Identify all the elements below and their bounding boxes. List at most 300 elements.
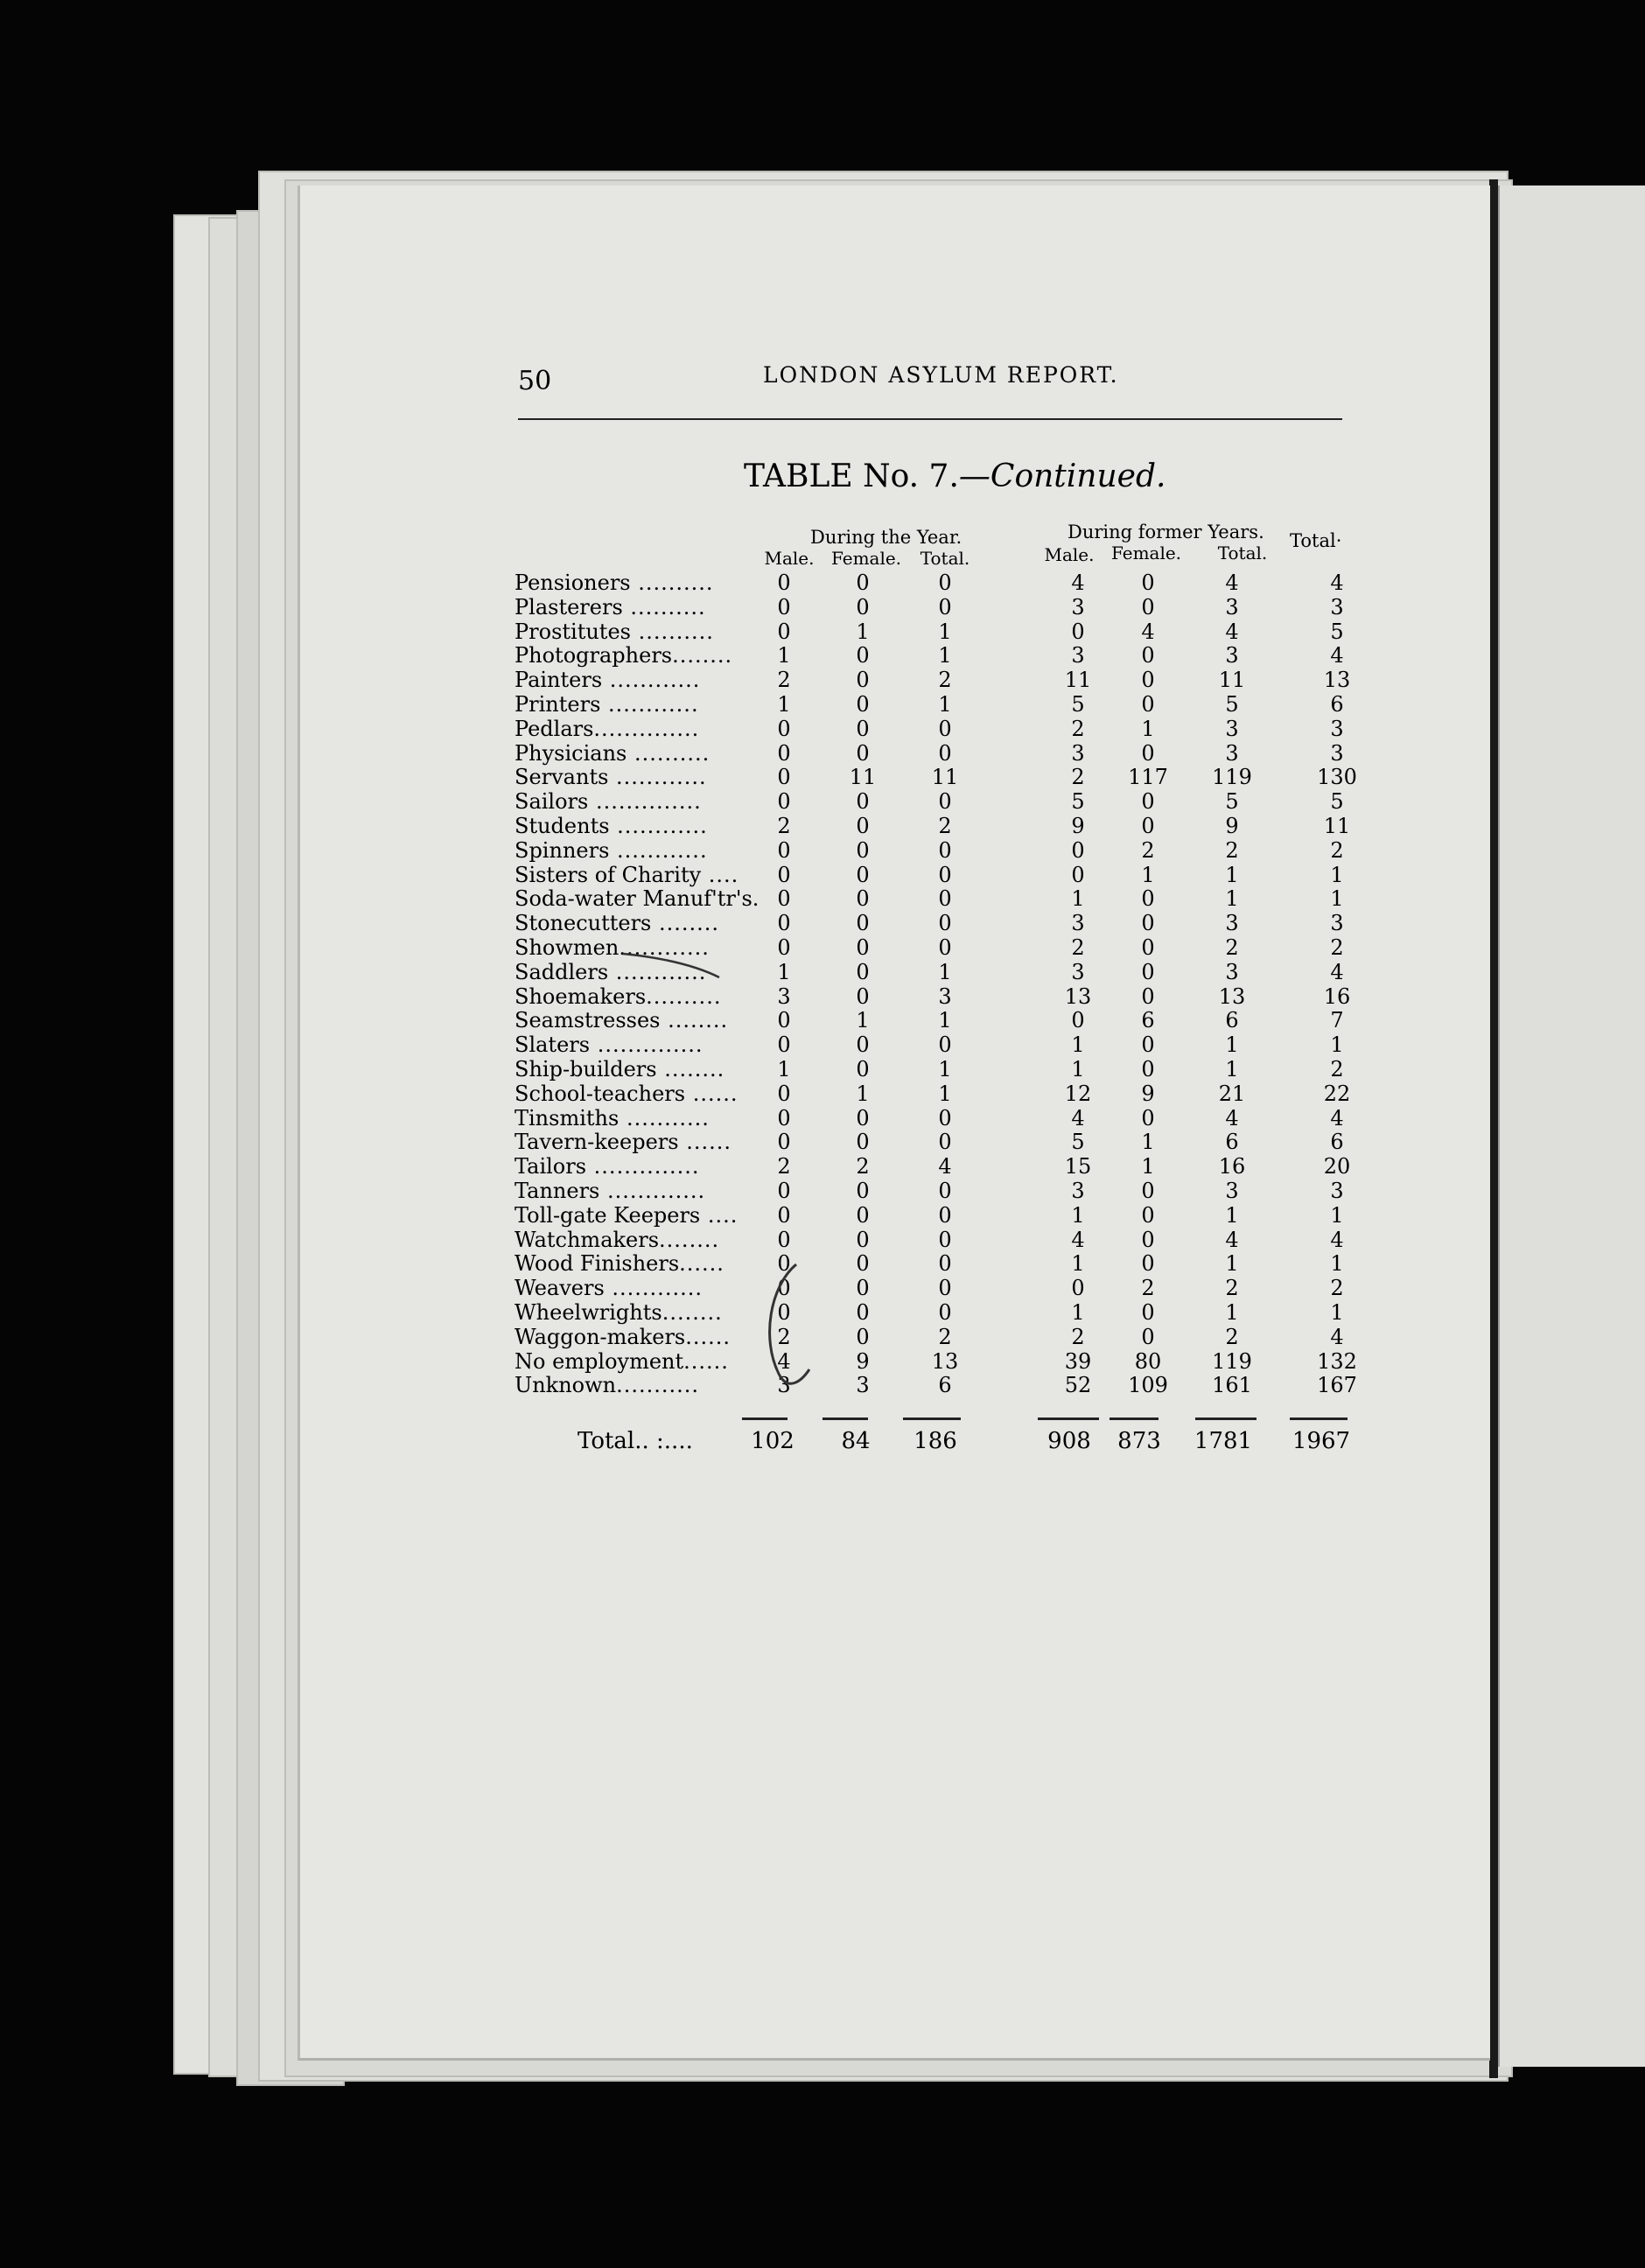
- occupation-name: Physicians: [514, 740, 627, 766]
- occupation-name: Slaters: [514, 1032, 591, 1058]
- occupation-label: [514, 668, 700, 692]
- cell-former-male: 5: [1071, 1130, 1085, 1155]
- page-number: 50: [518, 366, 552, 396]
- occupation-label: [514, 1228, 719, 1252]
- cell-female: 0: [856, 1324, 870, 1349]
- cell-grand-total: 3: [1330, 1179, 1344, 1203]
- cell-male: 0: [777, 1300, 791, 1325]
- occupation-name: Tinsmiths: [514, 1105, 620, 1130]
- occupation-name: Photographers: [514, 643, 673, 668]
- cell-male: 0: [777, 935, 791, 960]
- cell-former-female: 1: [1141, 1154, 1155, 1180]
- dot-leader: ......: [685, 1081, 738, 1106]
- cell-female: 0: [856, 1105, 870, 1130]
- occupation-name: No employment: [514, 1348, 684, 1374]
- table-row: [0, 886, 1645, 911]
- cell-total: 0: [938, 886, 952, 912]
- cell-former-female: 0: [1141, 984, 1155, 1009]
- total-former-female: 873: [1117, 1428, 1161, 1454]
- cell-former-female: 0: [1141, 935, 1155, 960]
- cell-total: 0: [938, 570, 952, 595]
- occupation-name: Students: [514, 814, 610, 838]
- dot-leader: ..............: [588, 789, 702, 815]
- table-row: [0, 1276, 1645, 1300]
- dot-leader: ............: [608, 959, 707, 984]
- cell-female: 0: [856, 1057, 870, 1082]
- cell-male: 1: [777, 643, 791, 668]
- total-label: Total.. :....: [578, 1428, 693, 1454]
- cell-grand-total: 4: [1330, 959, 1344, 984]
- cell-former-female: 6: [1141, 1008, 1155, 1033]
- cell-former-female: 0: [1141, 959, 1155, 984]
- occupation-label: [514, 984, 721, 1009]
- cell-total: 1: [938, 643, 952, 668]
- cell-grand-total: 4: [1330, 1105, 1344, 1130]
- dot-leader: ...........: [619, 1105, 710, 1130]
- dot-leader: ..............: [590, 1032, 704, 1058]
- cell-male: 0: [777, 1179, 791, 1203]
- cell-former-male: 0: [1071, 862, 1085, 887]
- cell-former-male: 3: [1071, 1179, 1085, 1203]
- cell-former-male: 11: [1064, 668, 1092, 693]
- cell-grand-total: 3: [1330, 911, 1344, 936]
- cell-grand-total: 22: [1323, 1081, 1351, 1106]
- cell-male: 0: [777, 1227, 791, 1252]
- table-row: [0, 643, 1645, 668]
- cell-former-male: 5: [1071, 789, 1085, 815]
- cell-female: 0: [856, 740, 870, 766]
- cell-male: 0: [777, 740, 791, 766]
- cell-former-female: 0: [1141, 692, 1155, 717]
- cell-grand-total: 1: [1330, 1032, 1344, 1058]
- cell-total: 0: [938, 862, 952, 887]
- cell-former-male: 3: [1071, 959, 1085, 984]
- cell-female: 11: [849, 765, 877, 790]
- total-female: 84: [841, 1428, 871, 1454]
- occupation-label: [514, 765, 707, 789]
- table-row: [0, 1325, 1645, 1349]
- cell-former-total: 5: [1225, 789, 1239, 815]
- cell-grand-total: 4: [1330, 570, 1344, 595]
- table-row: [0, 595, 1645, 620]
- cell-total: 0: [938, 1032, 952, 1058]
- dot-leader: ....: [701, 862, 739, 887]
- cell-male: 0: [777, 886, 791, 912]
- occupation-name: Printers: [514, 692, 601, 717]
- cell-total: 13: [931, 1348, 959, 1374]
- occupation-label: [514, 1179, 705, 1203]
- cell-male: 0: [777, 1202, 791, 1228]
- cell-grand-total: 3: [1330, 740, 1344, 766]
- table-row: [0, 765, 1645, 789]
- occupation-name: Tanners: [514, 1179, 600, 1203]
- cell-grand-total: 7: [1330, 1008, 1344, 1033]
- header-rule: [518, 418, 1342, 420]
- occupation-label: [514, 717, 699, 741]
- table-row: [0, 960, 1645, 984]
- total-rule-former-male: [1038, 1418, 1099, 1420]
- cell-former-total: 4: [1225, 1227, 1239, 1252]
- cell-former-female: 0: [1141, 814, 1155, 838]
- table-row: [0, 570, 1645, 595]
- cell-former-male: 5: [1071, 692, 1085, 717]
- cell-female: 0: [856, 643, 870, 668]
- cell-female: 0: [856, 911, 870, 936]
- cell-male: 0: [777, 619, 791, 644]
- dot-leader: ......: [679, 1251, 724, 1277]
- cell-grand-total: 3: [1330, 594, 1344, 620]
- cell-former-total: 1: [1225, 862, 1239, 887]
- cell-former-female: 0: [1141, 886, 1155, 912]
- cell-former-male: 1: [1071, 1032, 1085, 1058]
- cell-former-female: 0: [1141, 740, 1155, 766]
- dot-leader: ........: [656, 1057, 725, 1082]
- cell-total: 11: [931, 765, 959, 790]
- occupation-label: [514, 1057, 724, 1082]
- cell-former-female: 80: [1134, 1348, 1162, 1374]
- cell-former-female: 0: [1141, 911, 1155, 936]
- total-grand: 1967: [1292, 1428, 1351, 1454]
- cell-former-total: 16: [1218, 1154, 1246, 1180]
- cell-male: 4: [777, 1348, 791, 1374]
- table-row: [0, 1154, 1645, 1179]
- occupation-label: [514, 692, 699, 717]
- cell-female: 1: [856, 619, 870, 644]
- cell-former-female: 0: [1141, 570, 1155, 595]
- cell-female: 0: [856, 862, 870, 887]
- cell-former-male: 0: [1071, 1276, 1085, 1301]
- occupation-label: [514, 814, 708, 838]
- occupation-name: Waggon-makers: [514, 1324, 686, 1349]
- cell-former-total: 6: [1225, 1008, 1239, 1033]
- table-row: [0, 1032, 1645, 1057]
- occupation-label: [514, 838, 708, 863]
- cell-total: 0: [938, 1300, 952, 1325]
- table-row: [0, 1349, 1645, 1374]
- occupation-name: Servants: [514, 765, 609, 790]
- cell-former-male: 4: [1071, 1105, 1085, 1130]
- cell-former-total: 3: [1225, 1179, 1239, 1203]
- cell-total: 0: [938, 1227, 952, 1252]
- cell-male: 0: [777, 1105, 791, 1130]
- cell-total: 1: [938, 1008, 952, 1033]
- dot-leader: ..........: [630, 570, 714, 595]
- cell-female: 0: [856, 1227, 870, 1252]
- occupation-name: Saddlers: [514, 959, 609, 984]
- occupation-label: [514, 863, 738, 887]
- cell-grand-total: 2: [1330, 1057, 1344, 1082]
- total-rule-total: [903, 1418, 961, 1420]
- cell-former-male: 3: [1071, 643, 1085, 668]
- cell-total: 1: [938, 619, 952, 644]
- cell-former-total: 4: [1225, 619, 1239, 644]
- cell-grand-total: 2: [1330, 837, 1344, 863]
- table-title: [744, 458, 1166, 494]
- cell-grand-total: 5: [1330, 789, 1344, 815]
- occupation-label: [514, 595, 706, 620]
- cell-former-female: 0: [1141, 1057, 1155, 1082]
- occupation-label: [514, 1325, 731, 1349]
- cell-former-total: 21: [1218, 1081, 1246, 1106]
- cell-male: 3: [777, 1373, 791, 1398]
- col-male: Male.: [764, 548, 815, 569]
- cell-former-male: 2: [1071, 1324, 1085, 1349]
- dot-leader: ........: [659, 1227, 720, 1252]
- cell-grand-total: 167: [1317, 1373, 1357, 1398]
- occupation-label: [514, 1349, 729, 1374]
- dot-leader: ............: [604, 1276, 703, 1301]
- cell-former-total: 2: [1225, 935, 1239, 960]
- cell-former-total: 2: [1225, 1276, 1239, 1301]
- cell-male: 0: [777, 1130, 791, 1155]
- cell-former-total: 3: [1225, 740, 1239, 766]
- cell-former-male: 2: [1071, 716, 1085, 741]
- occupation-label: [514, 1032, 704, 1057]
- cell-female: 0: [856, 1202, 870, 1228]
- occupation-name: Prostitutes: [514, 619, 631, 644]
- cell-total: 1: [938, 692, 952, 717]
- occupation-label: [514, 1082, 738, 1106]
- cell-former-male: 52: [1064, 1373, 1092, 1398]
- occupation-name: Showmen: [514, 935, 620, 960]
- cell-female: 3: [856, 1373, 870, 1398]
- cell-grand-total: 3: [1330, 716, 1344, 741]
- total-rule-female: [822, 1418, 868, 1420]
- table-row: [0, 863, 1645, 887]
- pencil-annotation-stroke: [623, 947, 728, 982]
- occupation-name: Sailors: [514, 789, 589, 815]
- col-total: Total.: [920, 548, 970, 569]
- table-row: [0, 1251, 1645, 1276]
- cell-female: 0: [856, 959, 870, 984]
- occupation-label: [514, 643, 732, 668]
- cell-grand-total: 16: [1323, 984, 1351, 1009]
- cell-grand-total: 130: [1317, 765, 1357, 790]
- occupation-label: [514, 1300, 723, 1325]
- cell-total: 3: [938, 984, 952, 1009]
- cell-male: 2: [777, 1154, 791, 1180]
- cell-total: 1: [938, 959, 952, 984]
- table-row: [0, 1179, 1645, 1203]
- cell-grand-total: 1: [1330, 1300, 1344, 1325]
- cell-total: 0: [938, 789, 952, 815]
- cell-former-female: 0: [1141, 1202, 1155, 1228]
- table-row: [0, 911, 1645, 935]
- cell-former-female: 2: [1141, 837, 1155, 863]
- cell-former-total: 5: [1225, 692, 1239, 717]
- cell-former-male: 1: [1071, 1300, 1085, 1325]
- cell-female: 0: [856, 935, 870, 960]
- cell-female: 0: [856, 716, 870, 741]
- occupation-name: Wheelwrights: [514, 1300, 662, 1325]
- cell-former-male: 2: [1071, 765, 1085, 790]
- cell-total: 0: [938, 935, 952, 960]
- cell-female: 0: [856, 668, 870, 693]
- cell-former-female: 1: [1141, 716, 1155, 741]
- cell-former-total: 9: [1225, 814, 1239, 838]
- table-row: [0, 717, 1645, 741]
- cell-total: 0: [938, 837, 952, 863]
- cell-former-total: 4: [1225, 570, 1239, 595]
- cell-former-female: 2: [1141, 1276, 1155, 1301]
- cell-former-female: 0: [1141, 789, 1155, 815]
- occupation-label: [514, 1203, 738, 1228]
- cell-grand-total: 20: [1323, 1154, 1351, 1180]
- cell-former-female: 0: [1141, 1179, 1155, 1203]
- cell-former-total: 1: [1225, 886, 1239, 912]
- cell-grand-total: 1: [1330, 1202, 1344, 1228]
- cell-female: 0: [856, 1276, 870, 1301]
- cell-former-total: 4: [1225, 1105, 1239, 1130]
- cell-male: 3: [777, 984, 791, 1009]
- cell-male: 1: [777, 692, 791, 717]
- dot-leader: ........: [651, 911, 720, 936]
- dot-leader: ......: [683, 1348, 729, 1374]
- table-row: [0, 692, 1645, 717]
- occupation-name: Sisters of Charity: [514, 862, 702, 887]
- cell-former-female: 117: [1128, 765, 1168, 790]
- cell-female: 0: [856, 1251, 870, 1277]
- table-row: [0, 1106, 1645, 1130]
- table-row: [0, 1130, 1645, 1154]
- cell-female: 0: [856, 886, 870, 912]
- table-row: [0, 1373, 1645, 1397]
- cell-former-total: 3: [1225, 959, 1239, 984]
- group-header-during-year: During the Year.: [810, 527, 962, 548]
- cell-grand-total: 4: [1330, 1227, 1344, 1252]
- cell-former-total: 13: [1218, 984, 1246, 1009]
- cell-male: 2: [777, 1324, 791, 1349]
- occupation-name: School-teachers: [514, 1081, 686, 1106]
- cell-male: 0: [777, 837, 791, 863]
- cell-former-male: 3: [1071, 911, 1085, 936]
- cell-former-male: 13: [1064, 984, 1092, 1009]
- cell-former-female: 0: [1141, 1300, 1155, 1325]
- cell-grand-total: 6: [1330, 1130, 1344, 1155]
- cell-female: 0: [856, 1130, 870, 1155]
- dot-leader: ..........: [646, 984, 722, 1009]
- total-rule-former-total: [1195, 1418, 1256, 1420]
- cell-former-male: 3: [1071, 740, 1085, 766]
- cell-total: 0: [938, 594, 952, 620]
- total-male: 102: [751, 1428, 794, 1454]
- cell-former-total: 3: [1225, 643, 1239, 668]
- dot-leader: ..........: [626, 740, 710, 766]
- occupation-name: Tailors: [514, 1154, 587, 1180]
- cell-total: 0: [938, 1105, 952, 1130]
- table-title-continued: —Continued.: [958, 458, 1166, 494]
- cell-former-male: 1: [1071, 1057, 1085, 1082]
- cell-former-male: 2: [1071, 935, 1085, 960]
- dot-leader: ........: [660, 1008, 729, 1033]
- cell-former-male: 0: [1071, 837, 1085, 863]
- occupation-name: Spinners: [514, 837, 610, 863]
- occupation-name: Soda-water Manuf'tr's.: [514, 886, 760, 912]
- cell-total: 6: [938, 1373, 952, 1398]
- running-head: LONDON ASYLUM REPORT.: [763, 362, 1119, 388]
- cell-former-female: 1: [1141, 862, 1155, 887]
- cell-former-total: 2: [1225, 837, 1239, 863]
- table-row: [0, 1057, 1645, 1082]
- cell-male: 0: [777, 716, 791, 741]
- col-former-male: Male.: [1044, 544, 1095, 565]
- dot-leader: ............: [609, 837, 708, 863]
- occupation-label: [514, 1130, 732, 1154]
- cell-former-male: 12: [1064, 1081, 1092, 1106]
- cell-female: 0: [856, 837, 870, 863]
- dot-leader: ............: [609, 814, 708, 838]
- cell-total: 0: [938, 1251, 952, 1277]
- occupation-label: [514, 570, 714, 595]
- occupation-name: Stonecutters: [514, 911, 652, 936]
- table-row: [0, 620, 1645, 644]
- occupation-name: Toll-gate Keepers: [514, 1202, 701, 1228]
- total-former-male: 908: [1047, 1428, 1091, 1454]
- cell-former-female: 109: [1128, 1373, 1168, 1398]
- cell-female: 0: [856, 984, 870, 1009]
- dot-leader: ............: [602, 668, 701, 693]
- cell-former-total: 1: [1225, 1300, 1239, 1325]
- cell-male: 0: [777, 1251, 791, 1277]
- occupation-label: [514, 911, 719, 935]
- occupation-label: [514, 1373, 699, 1397]
- cell-grand-total: 11: [1323, 814, 1351, 838]
- cell-former-total: 3: [1225, 716, 1239, 741]
- occupation-label: [514, 741, 710, 766]
- table-row: [0, 741, 1645, 766]
- cell-total: 2: [938, 668, 952, 693]
- cell-male: 0: [777, 1032, 791, 1058]
- cell-total: 4: [938, 1154, 952, 1180]
- occupation-name: Pensioners: [514, 570, 631, 595]
- cell-total: 0: [938, 740, 952, 766]
- cell-female: 1: [856, 1008, 870, 1033]
- dot-leader: ..............: [586, 1154, 700, 1180]
- cell-former-male: 1: [1071, 886, 1085, 912]
- cell-male: 0: [777, 911, 791, 936]
- cell-male: 1: [777, 1057, 791, 1082]
- occupation-label: [514, 789, 702, 814]
- occupation-label: [514, 1276, 703, 1300]
- dot-leader: ........: [672, 643, 733, 668]
- cell-former-total: 1: [1225, 1202, 1239, 1228]
- dot-leader: ..............: [593, 716, 700, 741]
- cell-female: 0: [856, 570, 870, 595]
- dot-leader: ....: [700, 1202, 738, 1228]
- table-row: [0, 668, 1645, 692]
- cell-former-male: 9: [1071, 814, 1085, 838]
- cell-male: 1: [777, 959, 791, 984]
- table-row: [0, 1082, 1645, 1106]
- pencil-annotation-bracket: [761, 1260, 822, 1391]
- cell-former-total: 6: [1225, 1130, 1239, 1155]
- total-rule-former-female: [1110, 1418, 1158, 1420]
- table-row: [0, 1203, 1645, 1228]
- cell-grand-total: 2: [1330, 935, 1344, 960]
- cell-grand-total: 13: [1323, 668, 1351, 693]
- occupation-name: Watchmakers: [514, 1227, 660, 1252]
- cell-total: 2: [938, 1324, 952, 1349]
- occupation-name: Seamstresses: [514, 1008, 661, 1033]
- cell-male: 0: [777, 765, 791, 790]
- cell-grand-total: 1: [1330, 886, 1344, 912]
- occupation-name: Painters: [514, 668, 603, 693]
- cell-total: 0: [938, 1130, 952, 1155]
- cell-grand-total: 2: [1330, 1276, 1344, 1301]
- cell-total: 1: [938, 1057, 952, 1082]
- occupation-name: Wood Finishers: [514, 1251, 680, 1277]
- cell-female: 9: [856, 1348, 870, 1374]
